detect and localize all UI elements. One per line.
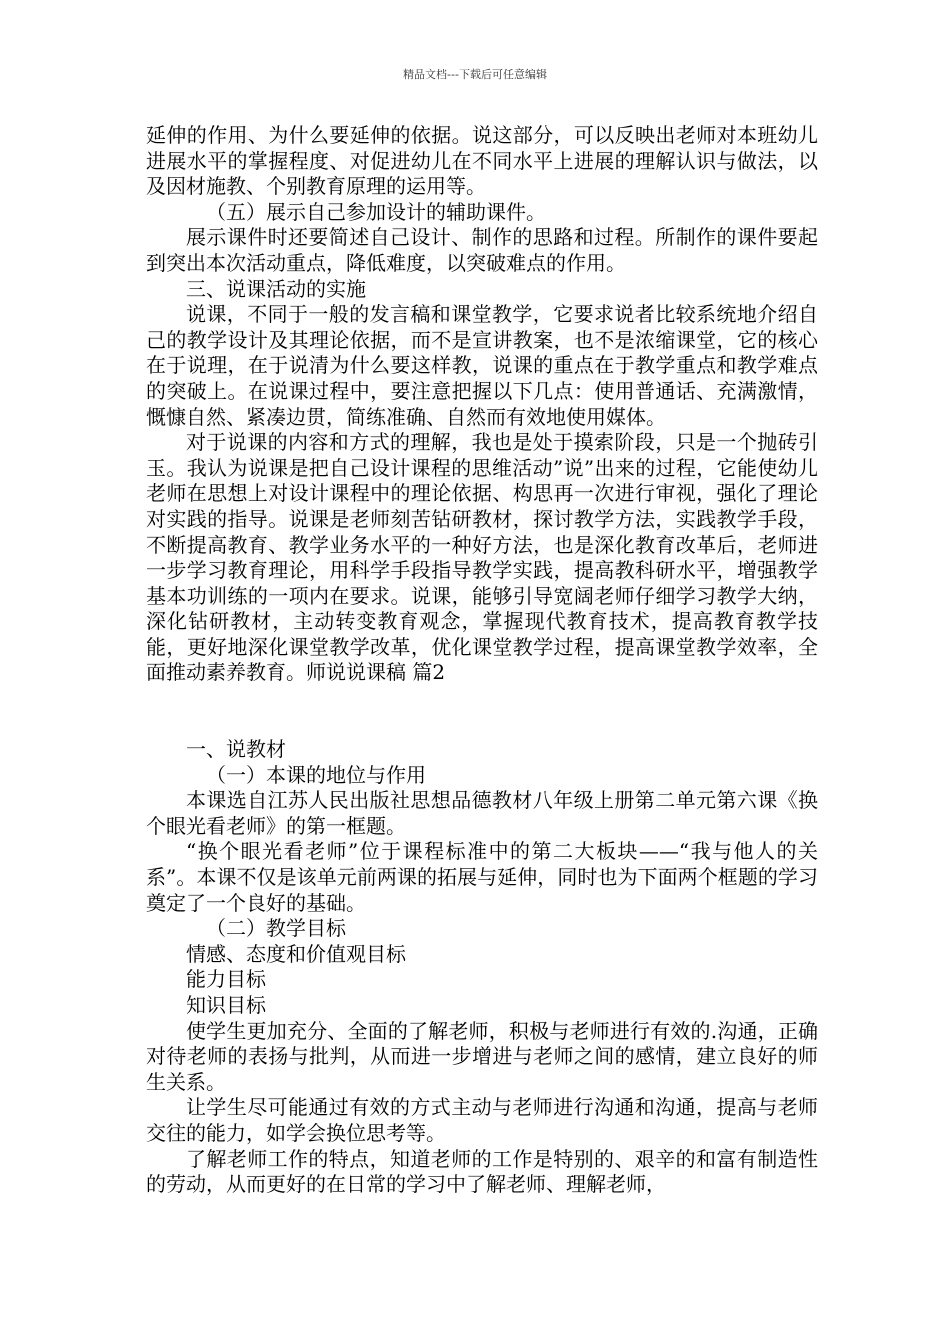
section-heading: （五）展示自己参加设计的辅助课件。: [206, 199, 546, 224]
paragraph: 使学生更加充分、全面的了解老师，积极与老师进行有效的.沟通，正确对待老师的表扬与批判，从而进一步增进与老师之间的感情，建立良好的师生关系。: [146, 1018, 818, 1094]
paragraph: 展示课件时还要简述自己设计、制作的思路和过程。所制作的课件要起到突出本次活动重点，降低难度，以突破难点的作用。: [146, 225, 818, 275]
paragraph: “换个眼光看老师”位于课程标准中的第二大板块——“我与他人的关系”。本课不仅是该单元前两课的拓展与延伸，同时也为下面两个框题的学习奠定了一个良好的基础。: [146, 839, 818, 915]
goal-label: 情感、态度和价值观目标: [186, 941, 406, 966]
paragraph: 对于说课的内容和方式的理解，我也是处于摸索阶段，只是一个抛砖引玉。我认为说课是把自己设计课程的思维活动”说”出来的过程，它能使幼儿老师在思想上对设计课程中的理论依据、构思再一次进行审视，强化了理论对实践的指导。说课是老师刻苦钻研教材，探讨教学方法，实践教学手段，不断提高教育、教学业务水平的一种好方法，也是深化教育改革后，老师进一步学习教育理论，用科学手段指导教学实践，提高教科研水平，增强教学基本功训练的一项内在要求。说课，能够引导宽阔老师仔细学习教学大纳，深化钻研教材，主动转变教育观念，掌握现代教育技术，提高教育教学技能，更好地深化课堂教学改革，优化课堂教学过程，提高课堂教学效率，全面推动素养教育。师说说课稿 篇2: [146, 430, 818, 685]
page-header: 精品文档---下载后可任意编辑: [403, 68, 547, 81]
paragraph: 了解老师工作的特点，知道老师的工作是特别的、艰辛的和富有制造性的劳动，从而更好的在日常的学习中了解老师、理解老师，: [146, 1146, 818, 1197]
goal-label: 能力目标: [186, 967, 266, 992]
paragraph: 说课，不同于一般的发言稿和课堂教学，它要求说者比较系统地介绍自己的教学设计及其理论依据，而不是宣讲教案，也不是浓缩课堂，它的核心在于说理，在于说清为什么要这样教，说课的重点在于教学重点和教学难点的突破上。在说课过程中，要注意把握以下几点：使用普通话、充满激情，慨慷自然、紧凑边贯，简练准确、自然而有效地使用媒体。: [146, 302, 818, 429]
section-heading: 三、说课活动的实施: [186, 276, 366, 301]
paragraph: 让学生尽可能通过有效的方式主动与老师进行沟通和沟通，提高与老师交往的能力，如学会换位思考等。: [146, 1095, 818, 1145]
goal-label: 知识目标: [186, 993, 266, 1017]
blank-space: [146, 686, 818, 737]
subsection-heading: （二）教学目标: [206, 916, 346, 941]
section-heading: 一、说教材: [186, 737, 286, 762]
subsection-heading: （一）本课的地位与作用: [206, 762, 426, 787]
paragraph: 延伸的作用、为什么要延伸的依据。说这部分，可以反映出老师对本班幼儿进展水平的掌握程度、对促进幼儿在不同水平上进展的理解认识与做法，以及因材施教、个别教育原理的运用等。: [146, 123, 818, 199]
paragraph: 本课选自江苏人民出版社思想品德教材八年级上册第二单元第六课《换个眼光看老师》的第一框题。: [146, 788, 818, 838]
document-body: [146, 123, 818, 1198]
